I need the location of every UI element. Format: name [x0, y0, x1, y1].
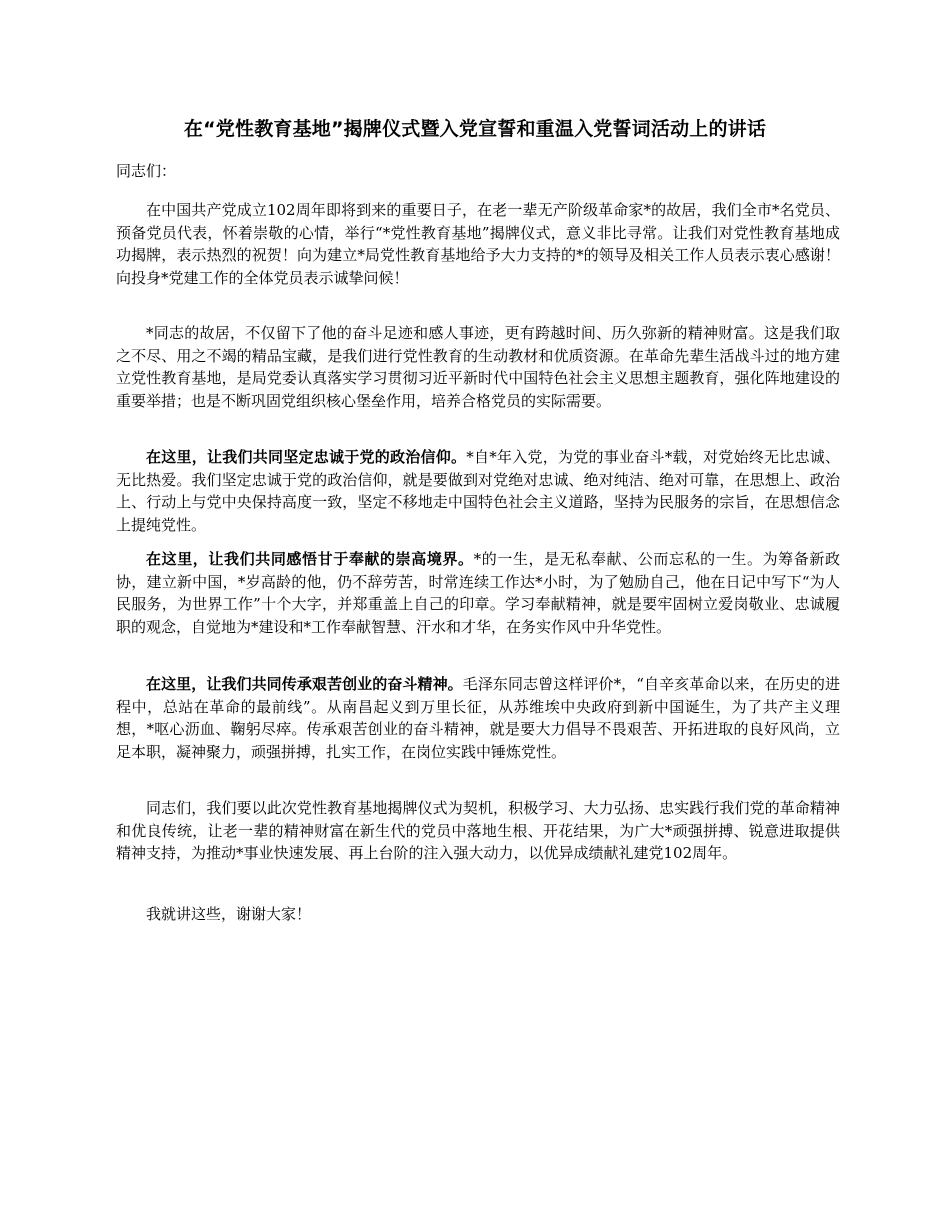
paragraph-6-text: 同志们，我们要以此次党性教育基地揭牌仪式为契机，积极学习、大力弘扬、忠实践行我们党的革命精神和优良传统，让老一辈的精神财富在新生代的党员中落地生根、开花结果，为广大*顽强拼搏、锐意进取提供精神支持，为推动*事业快速发展、再上台阶的注入强大动力，以优异成绩献礼建党102周年。: [116, 799, 840, 862]
salutation: 同志们：: [116, 162, 177, 180]
paragraph-1-text: 在中国共产党成立102周年即将到来的重要日子，在老一辈无产阶级革命家*的故居，我们全市*名党员、预备党员代表，怀着崇敬的心情，举行“*党性教育基地”揭牌仪式，意义非比寻常。让我们对党性教育基地成功揭牌，表示热烈的祝贺！向为建立*局党性教育基地给予大力支持的*的领导及相关工作人员表示衷心感谢！向投身*党建工作的全体党员表示诚挚问候！: [116, 201, 840, 287]
closing-remark: [116, 903, 840, 926]
paragraph-6: [116, 797, 840, 865]
paragraph-5-text: 毛泽东同志曾这样评价*，“自辛亥革命以来，在历史的进程中，总站在革命的最前线”。从南昌起义到万里长征，从苏维埃中央政府到新中国诞生，为了共产主义理想，*呕心沥血、鞠躬尽瘁。传承艰苦创业的奋斗精神，就是要大力倡导不畏艰苦、开拓进取的良好风尚，立足本职，凝神聚力，顽强拼搏，扎实工作，在岗位实践中锤炼党性。: [116, 675, 840, 761]
paragraph-2-text: *同志的故居，不仅留下了他的奋斗足迹和感人事迹，更有跨越时间、历久弥新的精神财富。这是我们取之不尽、用之不竭的精品宝藏，是我们进行党性教育的生动教材和优质资源。在革命先辈生活战斗过的地方建立党性教育基地，是局党委认真落实学习贯彻习近平新时代中国特色社会主义思想主题教育，强化阵地建设的重要举措；也是不断巩固党组织核心堡垒作用，培养合格党员的实际需要。: [116, 324, 840, 410]
paragraph-5-lead: 在这里，让我们共同传承艰苦创业的奋斗精神。: [146, 675, 463, 693]
paragraph-7-text: 我就讲这些，谢谢大家！: [146, 905, 312, 923]
paragraph-3: [116, 446, 840, 536]
paragraph-5: [116, 673, 840, 763]
paragraph-4-text: *的一生，是无私奉献、公而忘私的一生。为筹备新政协，建立新中国，*岁高龄的他，仍不辞劳苦，时常连续工作达*小时，为了勉励自己，他在日记中写下“为人民服务，为世界工作”十个大字，并郑重盖上自己的印章。学习奉献精神，就是要牢固树立爱岗敬业、忠诚履职的观念，自觉地为*建设和*工作奉献智慧、汗水和才华，在务实作风中升华党性。: [116, 550, 840, 636]
document-title: 在“党性教育基地”揭牌仪式暨入党宣誓和重温入党誓词活动上的讲话: [183, 118, 767, 140]
paragraph-4-lead: 在这里，让我们共同感悟甘于奉献的崇高境界。: [146, 550, 474, 568]
paragraph-1: [116, 199, 840, 289]
paragraph-4: [116, 548, 840, 638]
paragraph-3-text: *自*年入党，为党的事业奋斗*载，对党始终无比忠诚、无比热爱。我们坚定忠诚于党的政治信仰，就是要做到对党绝对忠诚、绝对纯洁、绝对可靠，在思想上、政治上、行动上与党中央保持高度一致，坚定不移地走中国特色社会主义道路，坚持为民服务的宗旨，在思想信念上提纯党性。: [116, 448, 840, 534]
paragraph-2: [116, 322, 840, 412]
paragraph-3-lead: 在这里，让我们共同坚定忠诚于党的政治信仰。: [146, 448, 467, 466]
